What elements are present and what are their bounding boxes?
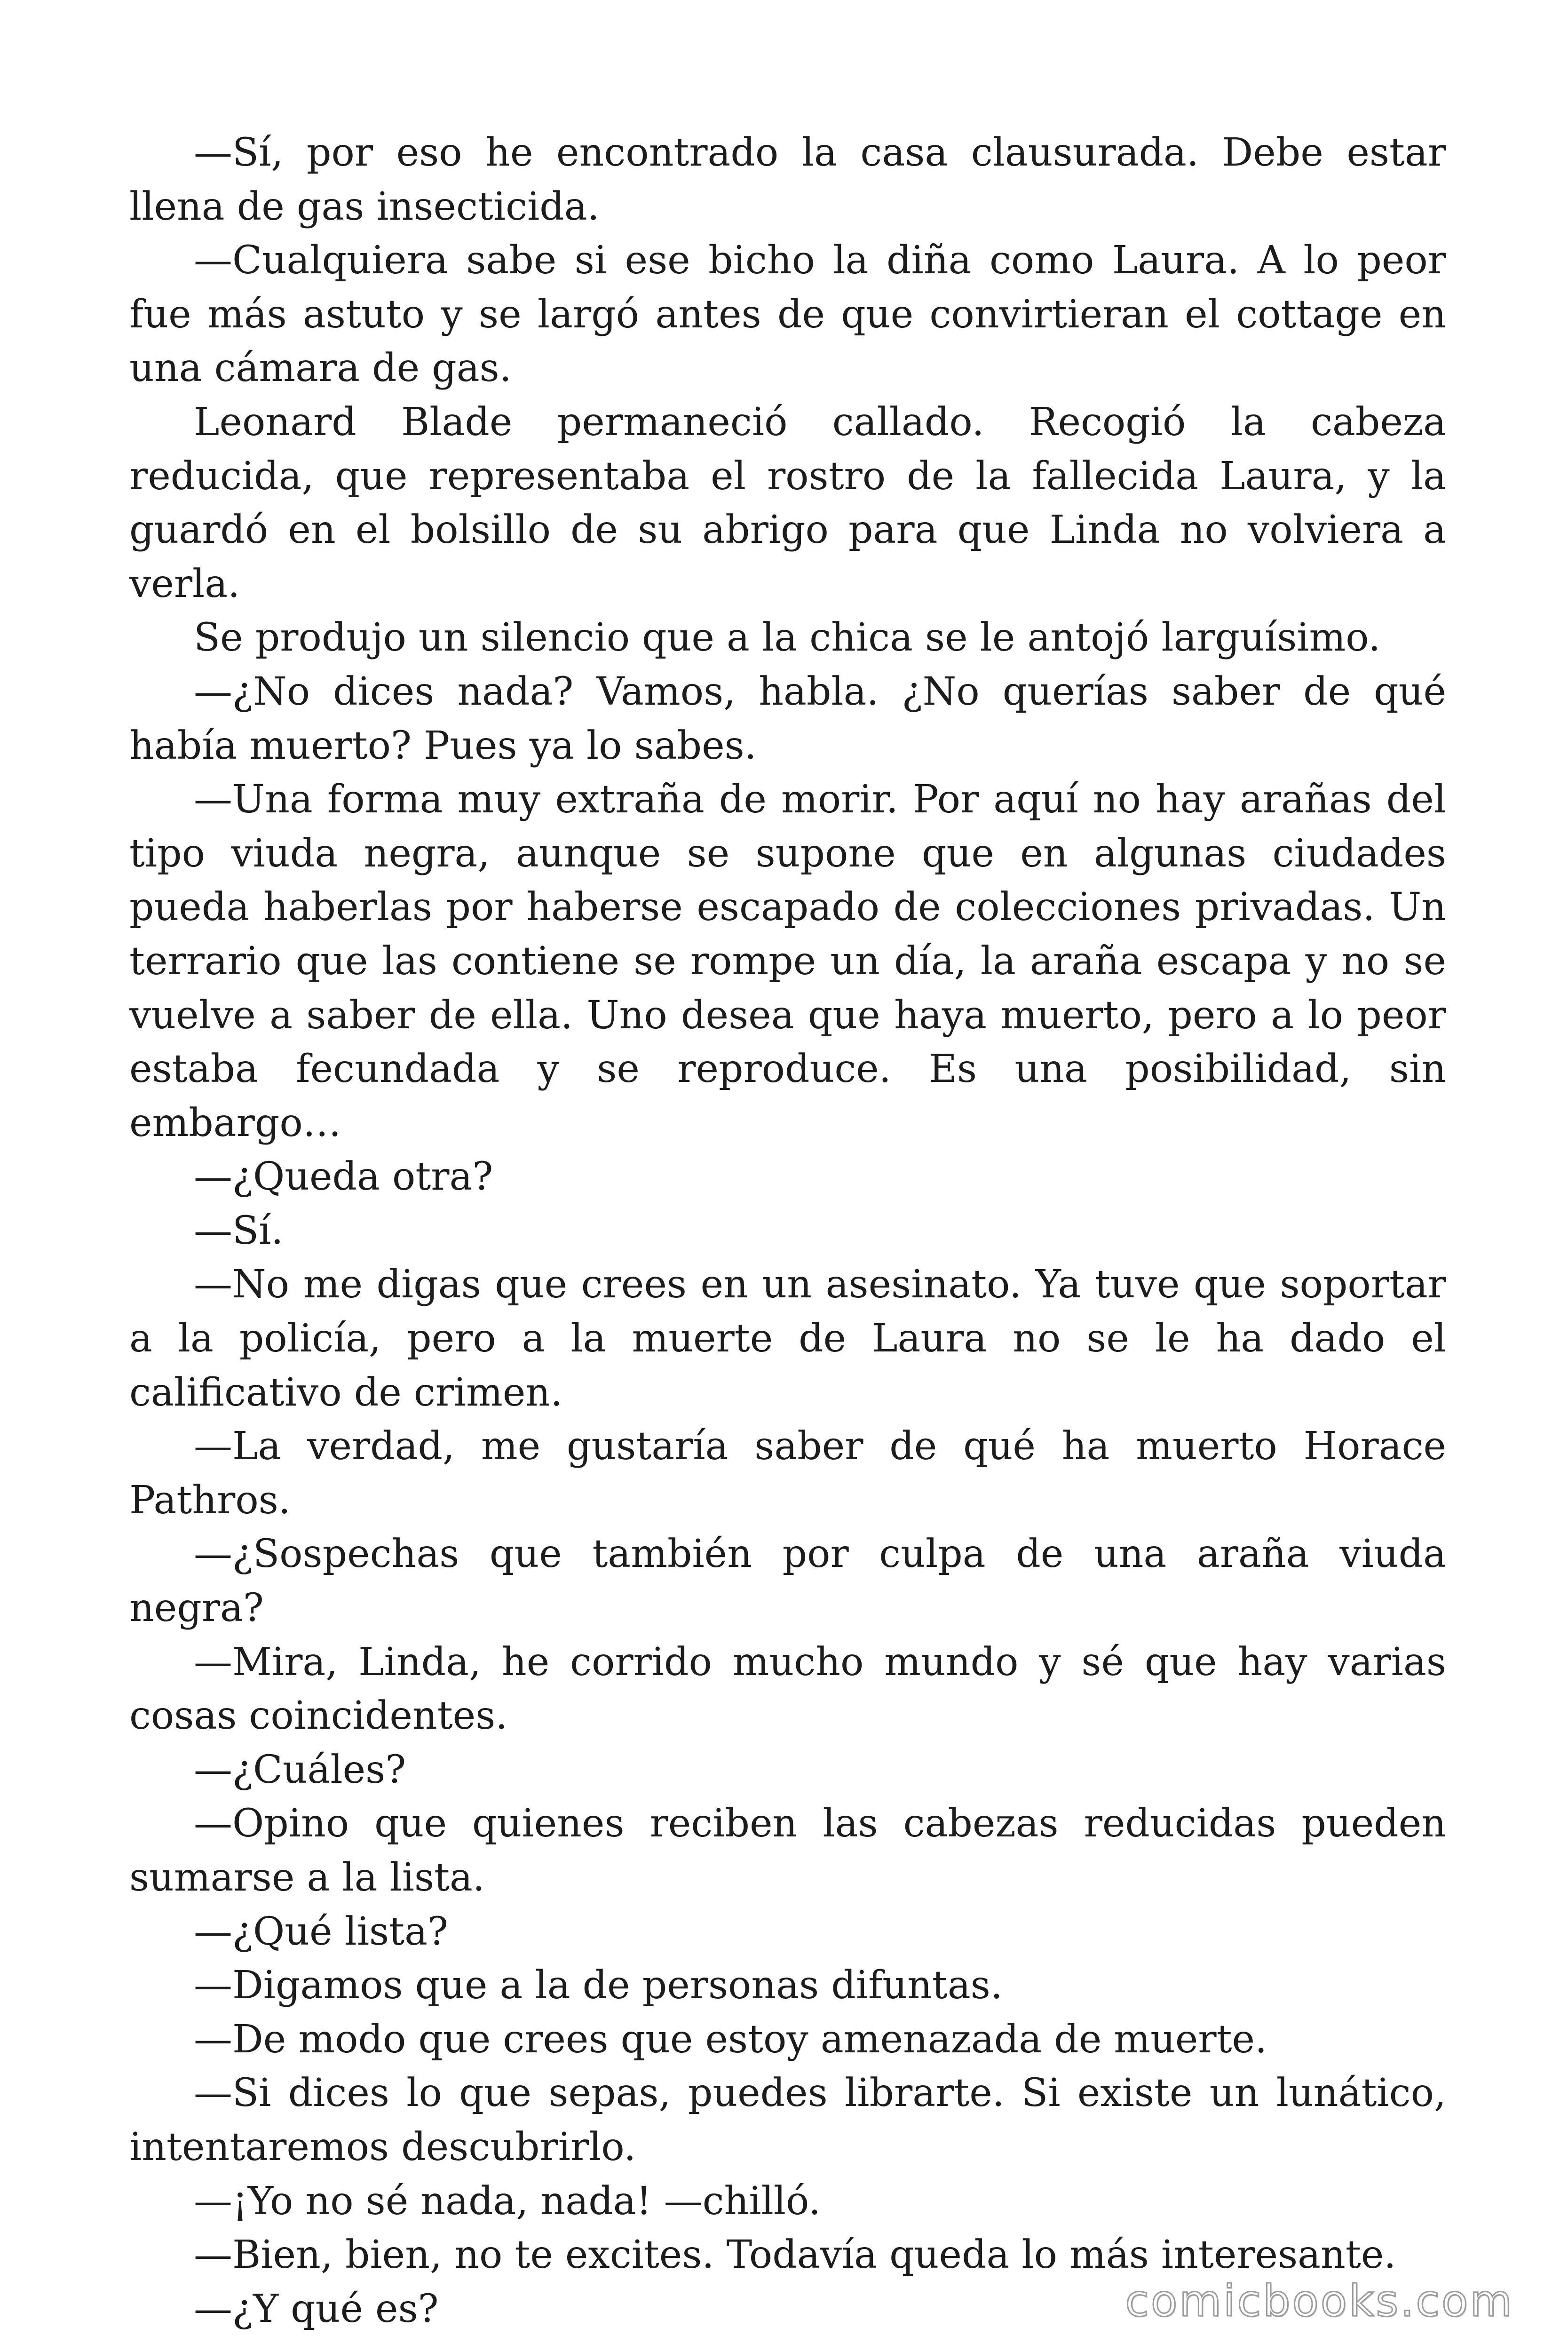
paragraph: —¿Sospechas que también por culpa de una araña viuda negra? [129,1532,1446,1631]
paragraph: —Opino que quienes reciben las cabezas reducidas pueden sumarse a la lista. [129,1801,1446,1900]
page-text [129,126,1446,2336]
paragraph: —¿No dices nada? Vamos, habla. ¿No querías saber de qué había muerto? Pues ya lo sabes. [129,669,1446,768]
paragraph: —Digamos que a la de personas difuntas. [194,1963,1003,2008]
paragraph: —Sí, por eso he encontrado la casa clausurada. Debe estar llena de gas insecticida. [129,130,1446,229]
paragraph: —¿Cuáles? [194,1747,406,1792]
paragraph: Leonard Blade permaneció callado. Recogió la cabeza reducida, que representaba el rostro de la fallecida Laura, y la guardó en el bolsillo de su abrigo para que Linda no volviera a verla. [129,399,1446,606]
paragraph: —Sí. [194,1208,284,1253]
watermark: comicbooks.com [1125,2276,1514,2326]
paragraph: —¿Qué lista? [194,1909,448,1954]
paragraph: —Si dices lo que sepas, puedes librarte. Si existe un lunático, intentaremos descubrirlo. [129,2071,1446,2169]
paragraph: —¿Queda otra? [194,1154,493,1200]
paragraph: —No me digas que crees en un asesinato. Ya tuve que soportar a la policía, pero a la muerte de Laura no se le ha dado el calificativo de crimen. [129,1262,1446,1415]
paragraph: —¡Yo no sé nada, nada! —chilló. [194,2178,821,2224]
paragraph: —La verdad, me gustaría saber de qué ha muerto Horace Pathros. [129,1424,1446,1523]
paragraph: —Una forma muy extraña de morir. Por aquí no hay arañas del tipo viuda negra, aunque se supone que en algunas ciudades pueda haberlas por haberse escapado de colecciones privadas. Un terrario que las contiene se rompe un día, la araña escapa y no se vuelve a saber de ella. Uno desea que haya muerto, pero a lo peor estaba fecundada y se reproduce. Es una posibilidad, sin embargo… [129,777,1446,1145]
paragraph: —Bien, bien, no te excites. Todavía queda lo más interesante. [194,2233,1396,2278]
paragraph: Se produjo un silencio que a la chica se le antojó larguísimo. [194,615,1381,660]
paragraph: —Cualquiera sabe si ese bicho la diña como Laura. A lo peor fue más astuto y se largó antes de que convirtieran el cottage en una cámara de gas. [129,238,1446,391]
paragraph: —Mira, Linda, he corrido mucho mundo y sé que hay varias cosas coincidentes. [129,1639,1446,1739]
paragraph: —¿Y qué es? [194,2286,439,2331]
paragraph: —De modo que crees que estoy amenazada de muerte. [194,2017,1267,2062]
